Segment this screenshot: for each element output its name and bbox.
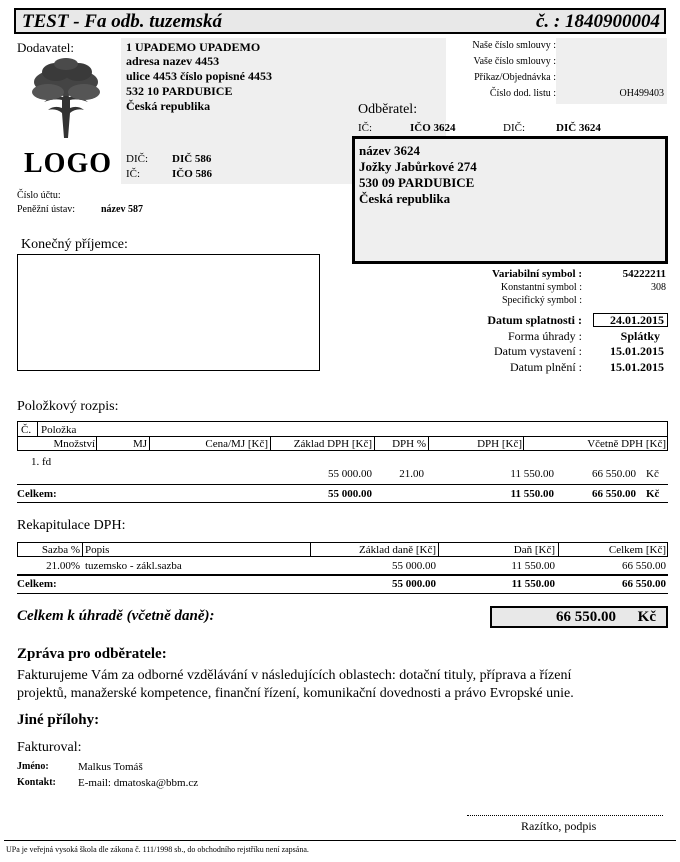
message-line: Fakturujeme Vám za odborné vzdělávání v následujících oblastech: dotační tituly, příprava a řízení bbox=[17, 668, 572, 683]
items-column-divider bbox=[149, 437, 150, 450]
signature-line bbox=[467, 815, 663, 816]
item-total: 66 550.00 bbox=[592, 468, 636, 480]
vat-row-vat: 11 550.00 bbox=[511, 560, 555, 572]
item-vat: 11 550.00 bbox=[510, 468, 554, 480]
items-total-total: 66 550.00 bbox=[592, 488, 636, 500]
document-title: TEST - Fa odb. tuzemská bbox=[22, 11, 223, 32]
logo-text: LOGO bbox=[24, 148, 113, 179]
items-col-number: Č. bbox=[21, 424, 32, 436]
vat-total-base: 55 000.00 bbox=[392, 578, 436, 590]
account-label: Číslo účtu: bbox=[17, 190, 61, 201]
items-column-divider bbox=[523, 437, 524, 450]
items-header-divider bbox=[17, 436, 668, 437]
items-heading: Položkový rozpis: bbox=[17, 399, 119, 414]
your-contract-label: Vaše číslo smlouvy : bbox=[473, 56, 556, 67]
supplier-ico-label: IČ: bbox=[126, 168, 141, 180]
vat-column-divider bbox=[310, 543, 311, 556]
items-column-divider bbox=[428, 437, 429, 450]
items-col-vat-rate: DPH % bbox=[392, 438, 426, 450]
vat-col-rate: Sazba % bbox=[41, 544, 80, 556]
message-heading: Zpráva pro odběratele: bbox=[17, 646, 167, 662]
vat-row-total: 66 550.00 bbox=[622, 560, 666, 572]
vat-col-base: Základ daně [Kč] bbox=[359, 544, 436, 556]
vat-row-rate: 21.00% bbox=[46, 560, 80, 572]
item-name: 1. fd bbox=[31, 456, 52, 468]
vat-total-divider bbox=[17, 574, 668, 576]
items-bottom-rule bbox=[17, 502, 668, 503]
vat-column-divider bbox=[82, 543, 83, 556]
supplier-address-line: ulice 4453 číslo popisné 4453 bbox=[126, 69, 273, 83]
grand-total-label: Celkem k úhradě (včetně daně): bbox=[17, 608, 215, 624]
items-column-divider bbox=[374, 437, 375, 450]
variable-symbol-label: Variabilní symbol : bbox=[491, 268, 582, 280]
attachments-heading: Jiné přílohy: bbox=[17, 712, 100, 728]
issuer-name-label: Jméno: bbox=[17, 761, 49, 772]
issuer-label: Fakturoval: bbox=[17, 740, 82, 755]
issuer-contact-label: Kontakt: bbox=[17, 777, 56, 788]
items-col-total: Včetně DPH [Kč] bbox=[587, 438, 666, 450]
payment-method-value: Splátky bbox=[620, 329, 660, 343]
delivery-note-value: OH499403 bbox=[619, 88, 664, 99]
vat-row-base: 55 000.00 bbox=[392, 560, 436, 572]
items-col-item: Položka bbox=[41, 424, 77, 436]
items-col-unit-price: Cena/MJ [Kč] bbox=[205, 438, 268, 450]
supplier-dic-label: DIČ: bbox=[126, 153, 148, 165]
variable-symbol-value: 54222211 bbox=[622, 268, 666, 280]
grand-total-currency: Kč bbox=[637, 609, 656, 625]
items-col-quantity: Množství bbox=[53, 438, 95, 450]
customer-street: Jožky Jabůrkové 274 bbox=[359, 159, 477, 174]
supplier-name: 1 UPADEMO UPADEMO bbox=[126, 40, 261, 54]
items-col-base: Základ DPH [Kč] bbox=[293, 438, 372, 450]
final-recipient-box bbox=[17, 254, 320, 371]
items-total-label: Celkem: bbox=[17, 488, 57, 500]
tree-logo-icon bbox=[26, 58, 106, 138]
invoice-number: č. : 1840900004 bbox=[535, 11, 660, 32]
bank-value: název 587 bbox=[101, 204, 143, 215]
customer-address-box bbox=[352, 136, 668, 264]
message-line: projektů, manažerské kompetence, finanční řízení, komunikační dovednosti a právo Evropské unie. bbox=[17, 686, 574, 701]
vat-column-divider bbox=[438, 543, 439, 556]
customer-country: Česká republika bbox=[359, 191, 451, 206]
grand-total-value: 66 550.00 bbox=[556, 609, 616, 625]
issuer-contact-value: E-mail: dmatoska@bbm.cz bbox=[78, 777, 199, 789]
customer-city: 530 09 PARDUBICE bbox=[359, 175, 475, 190]
footer-rule bbox=[4, 840, 676, 841]
customer-ico-value: IČO 3624 bbox=[410, 122, 456, 134]
items-col-vat: DPH [Kč] bbox=[477, 438, 522, 450]
delivery-note-label: Číslo dod. listu : bbox=[489, 88, 556, 99]
item-base: 55 000.00 bbox=[328, 468, 372, 480]
customer-dic-value: DIČ 3624 bbox=[556, 122, 601, 134]
document-title-bar bbox=[14, 8, 666, 34]
vat-summary-heading: Rekapitulace DPH: bbox=[17, 518, 126, 533]
taxable-date-label: Datum plnění : bbox=[510, 360, 582, 374]
supplier-ico-value: IČO 586 bbox=[172, 168, 213, 180]
vat-total-label: Celkem: bbox=[17, 578, 57, 590]
vat-column-divider bbox=[558, 543, 559, 556]
order-label: Příkaz/Objednávka : bbox=[474, 72, 556, 83]
supplier-address-line: adresa nazev 4453 bbox=[126, 54, 220, 68]
items-total-currency: Kč bbox=[646, 488, 660, 500]
customer-ico-label: IČ: bbox=[358, 122, 373, 134]
vat-row-description: tuzemsko - zákl.sazba bbox=[85, 560, 182, 572]
customer-label: Odběratel: bbox=[358, 102, 418, 117]
vat-col-vat: Daň [Kč] bbox=[513, 544, 555, 556]
taxable-date-value: 15.01.2015 bbox=[610, 360, 664, 374]
supplier-dic-value: DIČ 586 bbox=[172, 153, 212, 165]
customer-dic-label: DIČ: bbox=[503, 122, 525, 134]
bank-label: Peněžní ústav: bbox=[17, 204, 76, 215]
issue-date-value: 15.01.2015 bbox=[610, 344, 664, 358]
vat-table-header bbox=[17, 542, 668, 557]
items-total-divider bbox=[17, 484, 668, 485]
issuer-name-value: Malkus Tomáš bbox=[78, 761, 143, 773]
due-date-label: Datum splatnosti : bbox=[487, 313, 582, 327]
grand-total-box bbox=[490, 606, 668, 628]
specific-symbol-label: Specifický symbol : bbox=[502, 295, 582, 306]
due-date-value: 24.01.2015 bbox=[610, 313, 664, 327]
constant-symbol-value: 308 bbox=[651, 282, 666, 293]
vat-total-vat: 11 550.00 bbox=[511, 578, 555, 590]
constant-symbol-label: Konstantní symbol : bbox=[500, 282, 582, 293]
footer-note: UPa je veřejná vysoká škola dle zákona č. 111/1998 sb., do obchodního rejstříku není zapsána. bbox=[6, 845, 309, 854]
vat-bottom-rule bbox=[17, 593, 668, 594]
item-currency: Kč bbox=[646, 468, 659, 480]
items-column-divider bbox=[270, 437, 271, 450]
items-col-unit: MJ bbox=[132, 438, 147, 450]
supplier-address-line: 532 10 PARDUBICE bbox=[126, 84, 233, 98]
issue-date-label: Datum vystavení : bbox=[494, 344, 582, 358]
final-recipient-label: Konečný příjemce: bbox=[21, 237, 128, 252]
customer-name: název 3624 bbox=[359, 143, 421, 158]
signature-label: Razítko, podpis bbox=[521, 819, 597, 833]
supplier-country: Česká republika bbox=[126, 99, 211, 113]
vat-col-description: Popis bbox=[85, 544, 110, 556]
items-total-base: 55 000.00 bbox=[328, 488, 372, 500]
item-vat-rate: 21.00 bbox=[399, 468, 424, 480]
supplier-label: Dodavatel: bbox=[17, 40, 75, 55]
items-total-vat: 11 550.00 bbox=[510, 488, 554, 500]
items-column-divider bbox=[96, 437, 97, 450]
our-contract-label: Naše číslo smlouvy : bbox=[472, 40, 556, 51]
items-column-divider bbox=[37, 422, 38, 436]
vat-total-total: 66 550.00 bbox=[622, 578, 666, 590]
payment-method-label: Forma úhrady : bbox=[508, 329, 582, 343]
vat-col-total: Celkem [Kč] bbox=[608, 544, 666, 556]
